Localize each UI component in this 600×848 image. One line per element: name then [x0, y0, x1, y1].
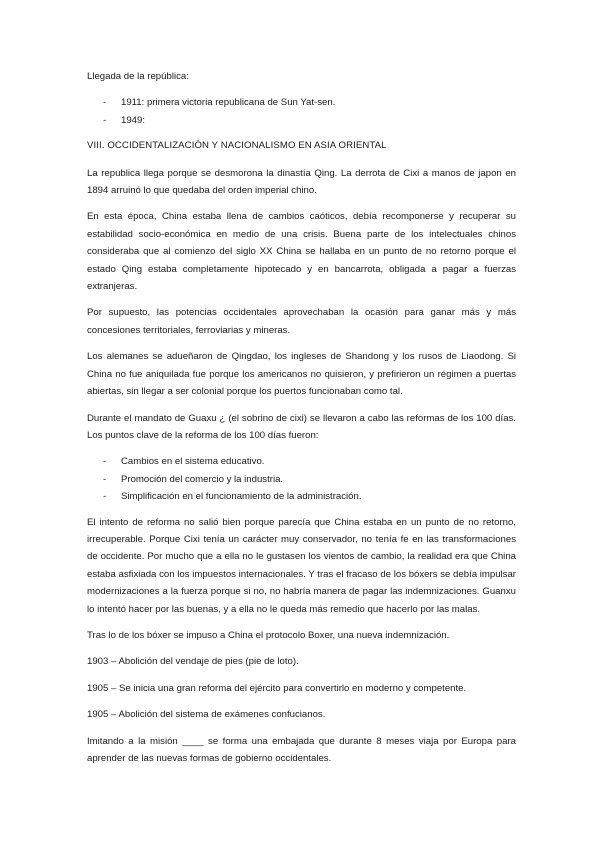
paragraph: Los alemanes se adueñaron de Qingdao, los ingleses de Shandong y los rusos de Liaodong. Si China no fue aniquilada fue porque los americanos no quisieron, y prefirieron un régimen a puertas abiertas, sin llegar a ser colonial porque los puertos funcionaban como tal.: [87, 351, 516, 398]
paragraph: La republica llega porque se desmorona la dinastía Qing. La derrota de Cixi a manos de japon en 1894 arruinó lo que quedaba del orden imperial chino.: [87, 167, 516, 197]
bullet-dash: -: [103, 114, 107, 126]
section-intro: Llegada de la república:: [87, 71, 189, 82]
list-item-text: Promoción del comercio y la industria.: [121, 473, 284, 485]
paragraph: Imitando a la misión ____ se forma una embajada que durante 8 meses viaja por Europa para aprender de las nuevas formas de gobierno occidentales.: [87, 735, 516, 764]
timeline-entry: 1903 – Abolición del vendaje de pies (pie de loto).: [87, 656, 299, 668]
list-item-text: 1911: primera victoria republicana de Sun Yat-sen.: [121, 97, 336, 109]
list-item-text: Cambios en el sistema educativo.: [121, 456, 265, 468]
paragraph: En esta época, China estaba llena de cambios caóticos, debía recomponerse y recuperar su estabilidad socio-económica en medio de una crisis. Buena parte de los intelectuales chinos consideraba que al comienzo del siglo XX China se hallaba en un punto de no retorno porque el estado Qing estaba completamente hipotecado y en bancarrota, obligada a pagar a fuerzas extranjeras.: [87, 211, 516, 293]
section-heading: VIII. OCCIDENTALIZACIÓN Y NACIONALISMO EN ASIA ORIENTAL: [87, 140, 387, 152]
intro-list: [87, 94, 516, 129]
list-item-text: Simplificación en el funcionamiento de la administración.: [121, 491, 362, 503]
paragraph: Durante el mandato de Guaxu ¿ (el sobrino de cixi) se llevaron a cabo las reformas de los 100 días. Los puntos clave de la reforma de los 100 días fueron:: [87, 412, 516, 441]
list-item: [87, 453, 516, 470]
timeline-entry: 1905 – Se inicia una gran reforma del ejército para convertirlo en moderno y competente.: [87, 682, 467, 694]
paragraph: Tras lo de los bóxer se impuso a China el protocolo Boxer, una nueva indemnización.: [87, 629, 450, 641]
timeline-entry: 1905 – Abolición del sistema de exámenes confucianos.: [87, 709, 326, 721]
bullet-dash: -: [103, 491, 107, 503]
document-body: [87, 68, 516, 776]
list-item: [87, 488, 516, 505]
list-item: [87, 112, 516, 129]
bullet-dash: -: [103, 473, 107, 485]
bullet-dash: -: [103, 456, 107, 468]
list-item: [87, 94, 516, 111]
list-item-text: 1949:: [121, 114, 146, 126]
bullet-dash: -: [103, 97, 107, 109]
list-item: [87, 471, 516, 488]
reform-list: [87, 453, 516, 505]
paragraph: Por supuesto, las potencias occidentales aprovechaban la ocasión para ganar más y más concesiones territoriales, ferroviarias y mineras.: [87, 307, 516, 336]
paragraph: El intento de reforma no salió bien porque parecía que China estaba en un punto de no retorno, irrecuperable. Porque Cixi tenía un carácter muy conservador, no tenía fe en las transformaciones de occidente. Por mucho que a ella no le gustasen los vientos de cambio, la realidad era que China estaba asfixiada con los impuestos internacionales. Y tras el fracaso de los bóxers se debía impulsar modernizaciones a la fuerza porque si no, no habría manera de pagar las indemnizaciones. Guanxu lo intentó hacer por las buenas, y a ella no le queda más remedio que hacerlo por las malas.: [87, 516, 516, 615]
